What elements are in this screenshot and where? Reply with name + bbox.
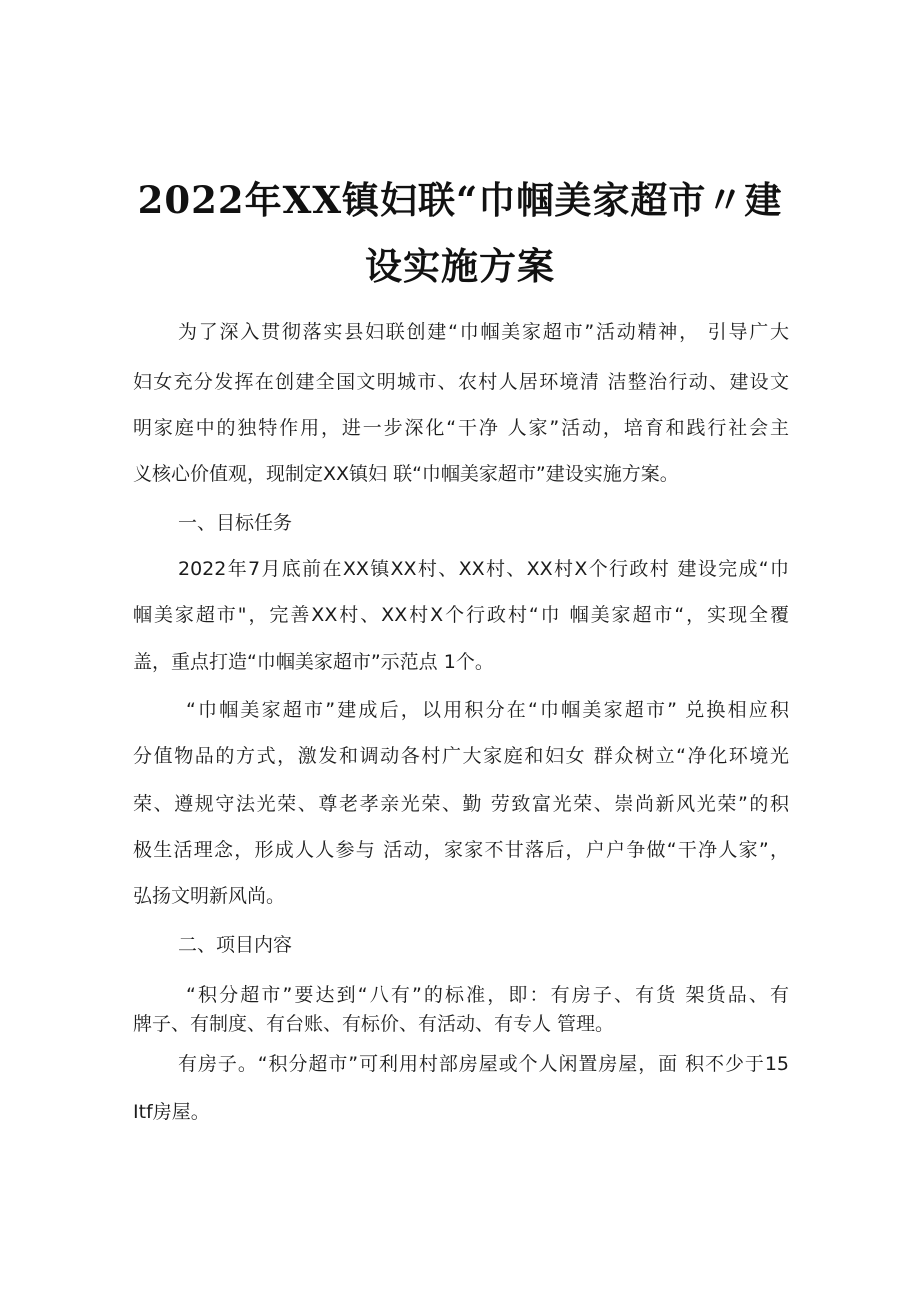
intro-paragraph-line: 义核心价值观，现制定XX镇妇 联“巾帼美家超市”建设实施方案。 (133, 463, 679, 485)
standard-paragraph-line: 牌子、有制度、有台账、有标价、有活动、有专人 管理。 (133, 1013, 615, 1035)
goals-paragraph-line: 帼美家超市"，完善XX村、XX村X个行政村“巾 帼美家超市“，实现全覆 (133, 604, 789, 626)
intro-paragraph-line: 明家庭中的独特作用，进一步深化“干净 人家”活动，培育和践行社会主 (133, 417, 789, 439)
benefit-paragraph-line: 弘扬文明新风尚。 (133, 885, 286, 907)
standard-paragraph-line: “积分超市”要达到“八有”的标准，即：有房子、有货 架货品、有 (186, 984, 789, 1006)
house-paragraph-line: 有房子。“积分超市”可利用村部房屋或个人闲置房屋，面 积不少于15 (178, 1053, 789, 1075)
section-heading-goals: 一、目标任务 (178, 512, 293, 534)
benefit-paragraph-line: “巾帼美家超市”建成后，以用积分在“巾帼美家超市” 兑换相应积 (186, 699, 789, 721)
benefit-paragraph-line: 荣、遵规守法光荣、尊老孝亲光荣、勤 劳致富光荣、崇尚新风光荣”的积 (133, 793, 789, 815)
benefit-paragraph-line: 极生活理念，形成人人参与 活动，家家不甘落后，户户争做“干净人家”， (133, 839, 789, 861)
section-heading-content: 二、项目内容 (178, 934, 293, 956)
intro-paragraph-line: 为了深入贯彻落实县妇联创建“巾帼美家超市”活动精神， 引导广大 (178, 321, 789, 343)
house-paragraph-line: Itf房屋。 (133, 1101, 210, 1123)
benefit-paragraph-line: 分值物品的方式，激发和调动各村广大家庭和妇女 群众树立“净化环境光 (133, 745, 789, 767)
goals-paragraph-line: 盖，重点打造“巾帼美家超市”示范点 1个。 (133, 651, 494, 673)
goals-paragraph-line: 2022年7月底前在XX镇XX村、XX村、XX村X个行政村 建设完成“巾 (178, 558, 789, 580)
intro-paragraph-line: 妇女充分发挥在创建全国文明城市、农村人居环境清 洁整治行动、建设文 (133, 371, 789, 393)
document-title-line-1: 2022年XX镇妇联“巾帼美家超市〃建 (137, 178, 783, 222)
document-title-line-2: 设实施方案 (365, 244, 555, 288)
